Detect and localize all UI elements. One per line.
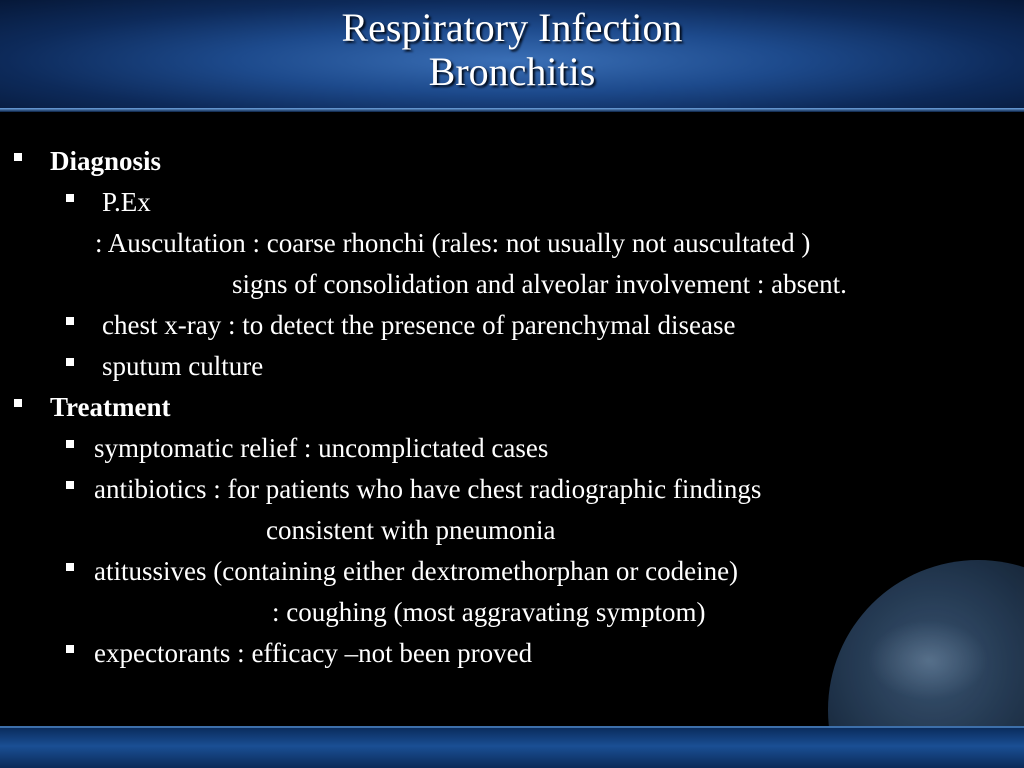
bullet-square-icon xyxy=(66,481,74,489)
treatment-heading: Treatment xyxy=(50,392,171,422)
bullet-square-icon xyxy=(14,153,22,161)
slide-title xyxy=(0,6,1024,94)
symptomatic-item: symptomatic relief : uncomplictated cases xyxy=(94,433,549,463)
expectorants-item: expectorants : efficacy –not been proved xyxy=(94,638,533,668)
diagnosis-heading: Diagnosis xyxy=(50,146,162,176)
bullet-square-icon xyxy=(66,440,74,448)
bullet-square-icon xyxy=(14,399,22,407)
bullet-square-icon xyxy=(66,645,74,653)
bullet-square-icon xyxy=(66,194,74,202)
title-divider xyxy=(0,108,1024,112)
consolidation-text: signs of consolidation and alveolar involvement : absent. xyxy=(232,269,847,299)
title-line-1: Respiratory Infection xyxy=(341,5,683,50)
antibiotics-continuation: consistent with pneumonia xyxy=(266,515,556,545)
chest-xray-item: chest x-ray : to detect the presence of parenchymal disease xyxy=(102,310,736,340)
bullet-square-icon xyxy=(66,358,74,366)
antitussives-item: atitussives (containing either dextromethorphan or codeine) xyxy=(94,556,739,586)
auscultation-text: : Auscultation : coarse rhonchi (rales: not usually not auscultated ) xyxy=(95,228,811,258)
antitussives-continuation: : coughing (most aggravating symptom) xyxy=(272,597,706,627)
title-line-2: Bronchitis xyxy=(428,49,596,94)
antibiotics-item: antibiotics : for patients who have chest radiographic findings xyxy=(94,474,762,504)
bullet-square-icon xyxy=(66,563,74,571)
pex-item: P.Ex xyxy=(102,187,151,217)
bullet-square-icon xyxy=(66,317,74,325)
footer-banner xyxy=(0,728,1024,768)
sputum-item: sputum culture xyxy=(102,351,264,381)
